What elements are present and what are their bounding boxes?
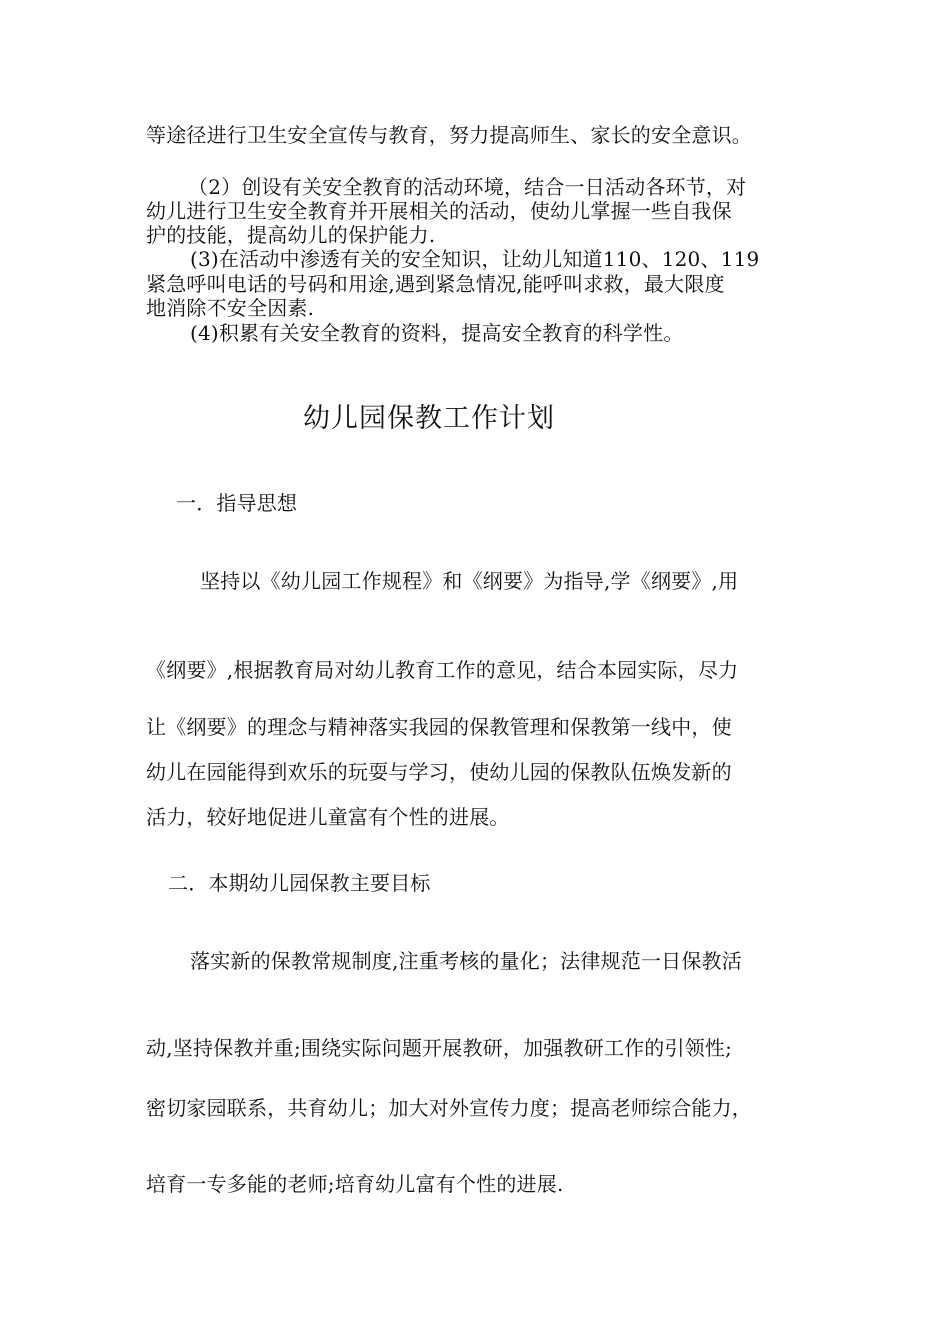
- paragraph-line: 让《纲要》的理念与精神落实我园的保教管理和保教第一线中，使: [146, 715, 732, 739]
- list-item-2-line: （2）创设有关安全教育的活动环境，结合一日活动各环节，对: [188, 175, 747, 199]
- paragraph-line: 《纲要》,根据教育局对幼儿教育工作的意见，结合本园实际，尽力: [146, 658, 739, 682]
- page-title: 幼儿园保教工作计划: [303, 403, 555, 434]
- paragraph-line: 密切家园联系，共育幼儿；加大对外宣传力度；提高老师综合能力，: [146, 1096, 752, 1120]
- paragraph-line: 落实新的保教常规制度,注重考核的量化；法律规范一日保教活: [190, 949, 742, 973]
- list-item-2-line: 幼儿进行卫生安全教育并开展相关的活动，使幼儿掌握一些自我保: [146, 199, 732, 223]
- list-item-2-line: 护的技能，提高幼儿的保护能力.: [146, 223, 436, 247]
- section-heading: 二．本期幼儿园保教主要目标: [168, 871, 431, 895]
- list-item-4-line: (4)积累有关安全教育的资料，提高安全教育的科学性。: [190, 321, 684, 345]
- paragraph-line: 活力，较好地促进儿童富有个性的进展。: [146, 805, 510, 829]
- list-item-3-line: 紧急呼叫电话的号码和用途,遇到紧急情况,能呼叫求救，最大限度: [146, 272, 725, 296]
- list-item-3-line: (3)在活动中渗透有关的安全知识，让幼儿知道110、120、119: [190, 247, 760, 271]
- paragraph-line: 动,坚持保教并重;围绕实际问题开展教研，加强教研工作的引领性;: [146, 1036, 733, 1060]
- list-item-3-line: 地消除不安全因素.: [146, 296, 315, 320]
- paragraph-line: 坚持以《幼儿园工作规程》和《纲要》为指导,学《纲要》,用: [200, 569, 739, 593]
- section-heading: 一．指导思想: [176, 491, 298, 515]
- paragraph-line: 等途径进行卫生安全宣传与教育，努力提高师生、家长的安全意识。: [146, 123, 752, 147]
- paragraph-line: 幼儿在园能得到欢乐的玩耍与学习，使幼儿园的保教队伍焕发新的: [146, 760, 732, 784]
- paragraph-line: 培育一专多能的老师;培育幼儿富有个性的进展.: [146, 1172, 564, 1196]
